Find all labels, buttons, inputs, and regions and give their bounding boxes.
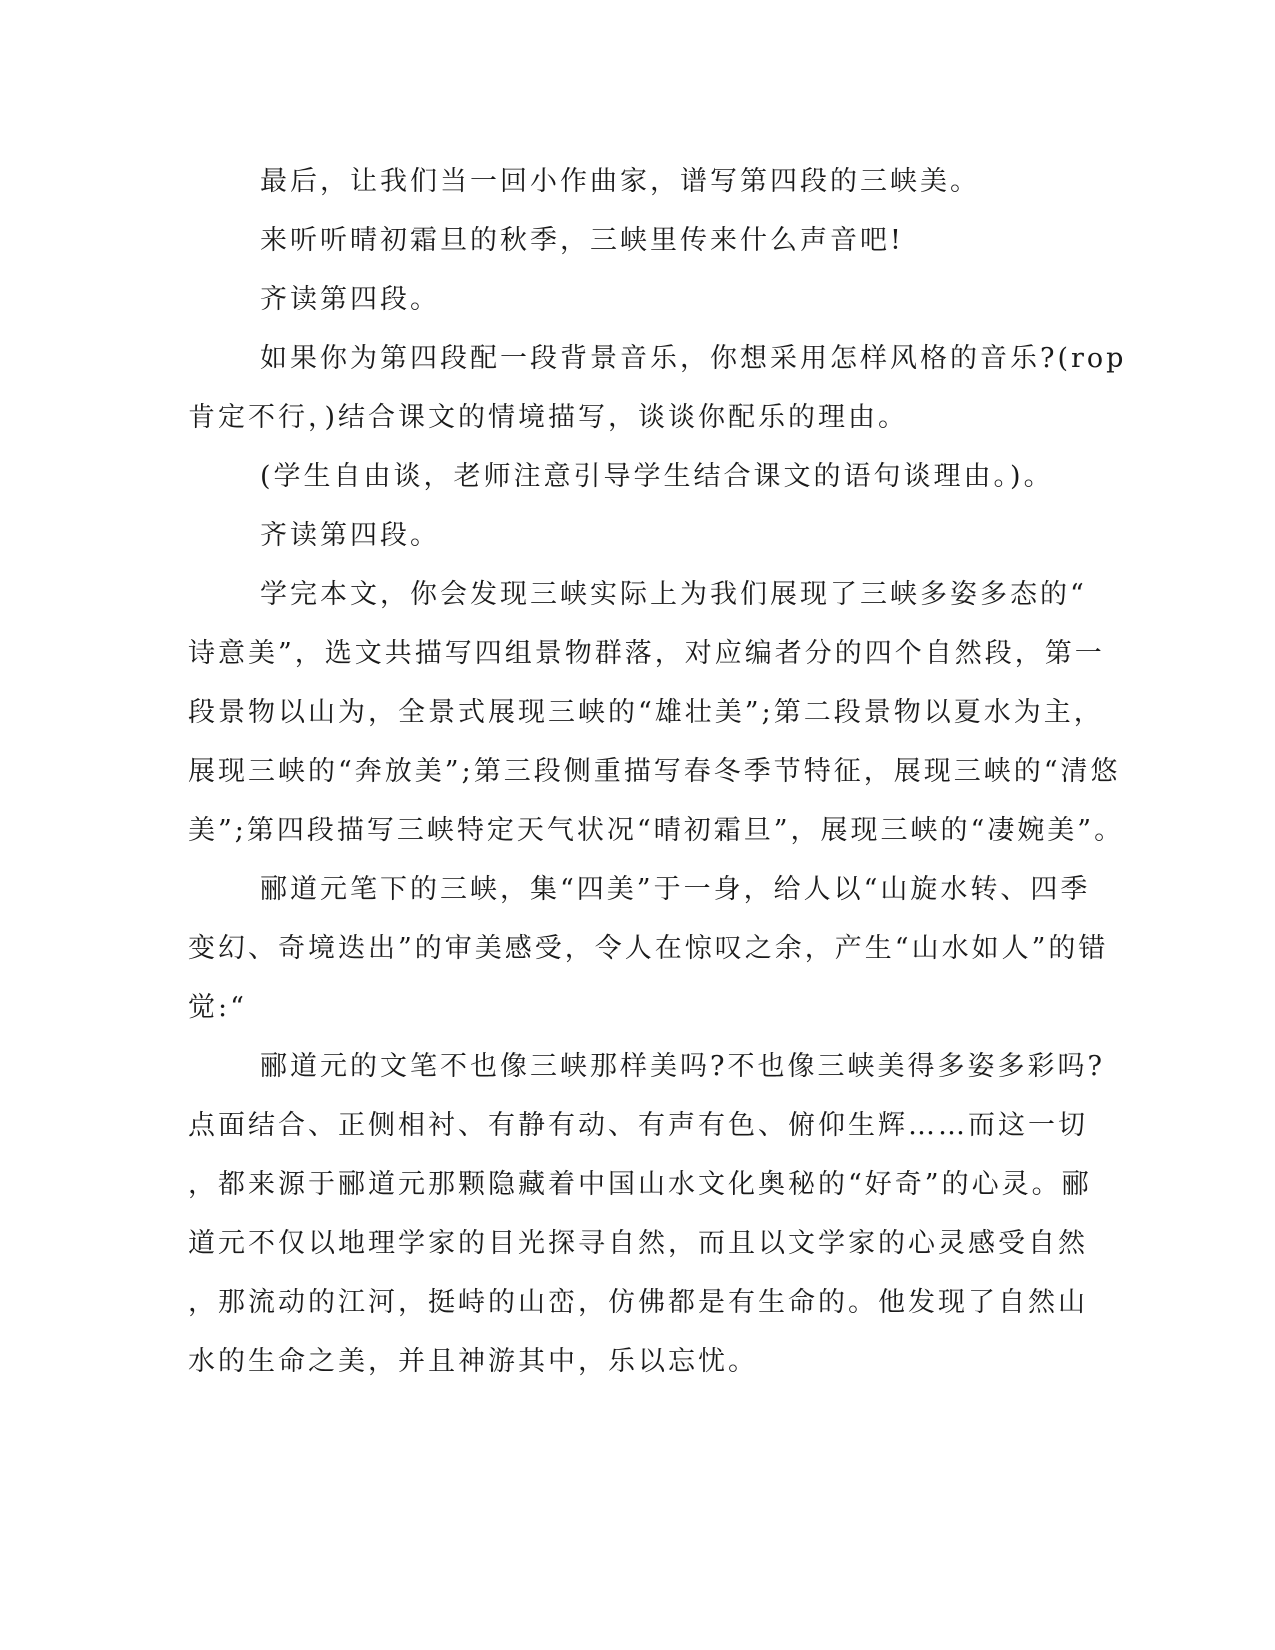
paragraph-line: 齐读第四段。 (260, 284, 440, 315)
paragraph-line: 如果你为第四段配一段背景音乐，你想采用怎样风格的音乐?(rop (260, 343, 1127, 374)
paragraph-line: 郦道元的文笔不也像三峡那样美吗?不也像三峡美得多姿多彩吗? (260, 1051, 1105, 1082)
paragraph-line: 最后，让我们当一回小作曲家，谱写第四段的三峡美。 (260, 166, 980, 197)
paragraph-line: ，那流动的江河，挺峙的山峦，仿佛都是有生命的。他发现了自然山 (188, 1287, 1088, 1318)
paragraph-line: 点面结合、正侧相衬、有静有动、有声有色、俯仰生辉……而这一切 (188, 1110, 1088, 1141)
paragraph-line: ，都来源于郦道元那颗隐藏着中国山水文化奥秘的“好奇”的心灵。郦 (188, 1169, 1092, 1200)
paragraph-line: 郦道元笔下的三峡，集“四美”于一身，给人以“山旋水转、四季 (260, 874, 1091, 905)
paragraph-line: 美”;第四段描写三峡特定天气状况“晴初霜旦”，展现三峡的“凄婉美”。 (188, 815, 1125, 846)
paragraph-line: 觉:“ (188, 992, 247, 1023)
paragraph-line: 段景物以山为，全景式展现三峡的“雄壮美”;第二段景物以夏水为主， (188, 697, 1104, 728)
paragraph-line: 来听听晴初霜旦的秋季，三峡里传来什么声音吧! (260, 225, 904, 256)
paragraph-line: 变幻、奇境迭出”的审美感受，令人在惊叹之余，产生“山水如人”的错 (188, 933, 1109, 964)
paragraph-line: 肯定不行，)结合课文的情境描写，谈谈你配乐的理由。 (188, 402, 909, 433)
paragraph-line: 展现三峡的“奔放美”;第三段侧重描写春冬季节特征，展现三峡的“清悠 (188, 756, 1121, 787)
paragraph-line: 学完本文，你会发现三峡实际上为我们展现了三峡多姿多态的“ (260, 579, 1087, 610)
paragraph-line: 道元不仅以地理学家的目光探寻自然，而且以文学家的心灵感受自然 (188, 1228, 1088, 1259)
paragraph-line: 齐读第四段。 (260, 520, 440, 551)
paragraph-line: (学生自由谈，老师注意引导学生结合课文的语句谈理由。)。 (260, 461, 1054, 492)
paragraph-line: 诗意美”，选文共描写四组景物群落，对应编者分的四个自然段，第一 (188, 638, 1105, 669)
paragraph-line: 水的生命之美，并且神游其中，乐以忘忧。 (188, 1346, 758, 1377)
